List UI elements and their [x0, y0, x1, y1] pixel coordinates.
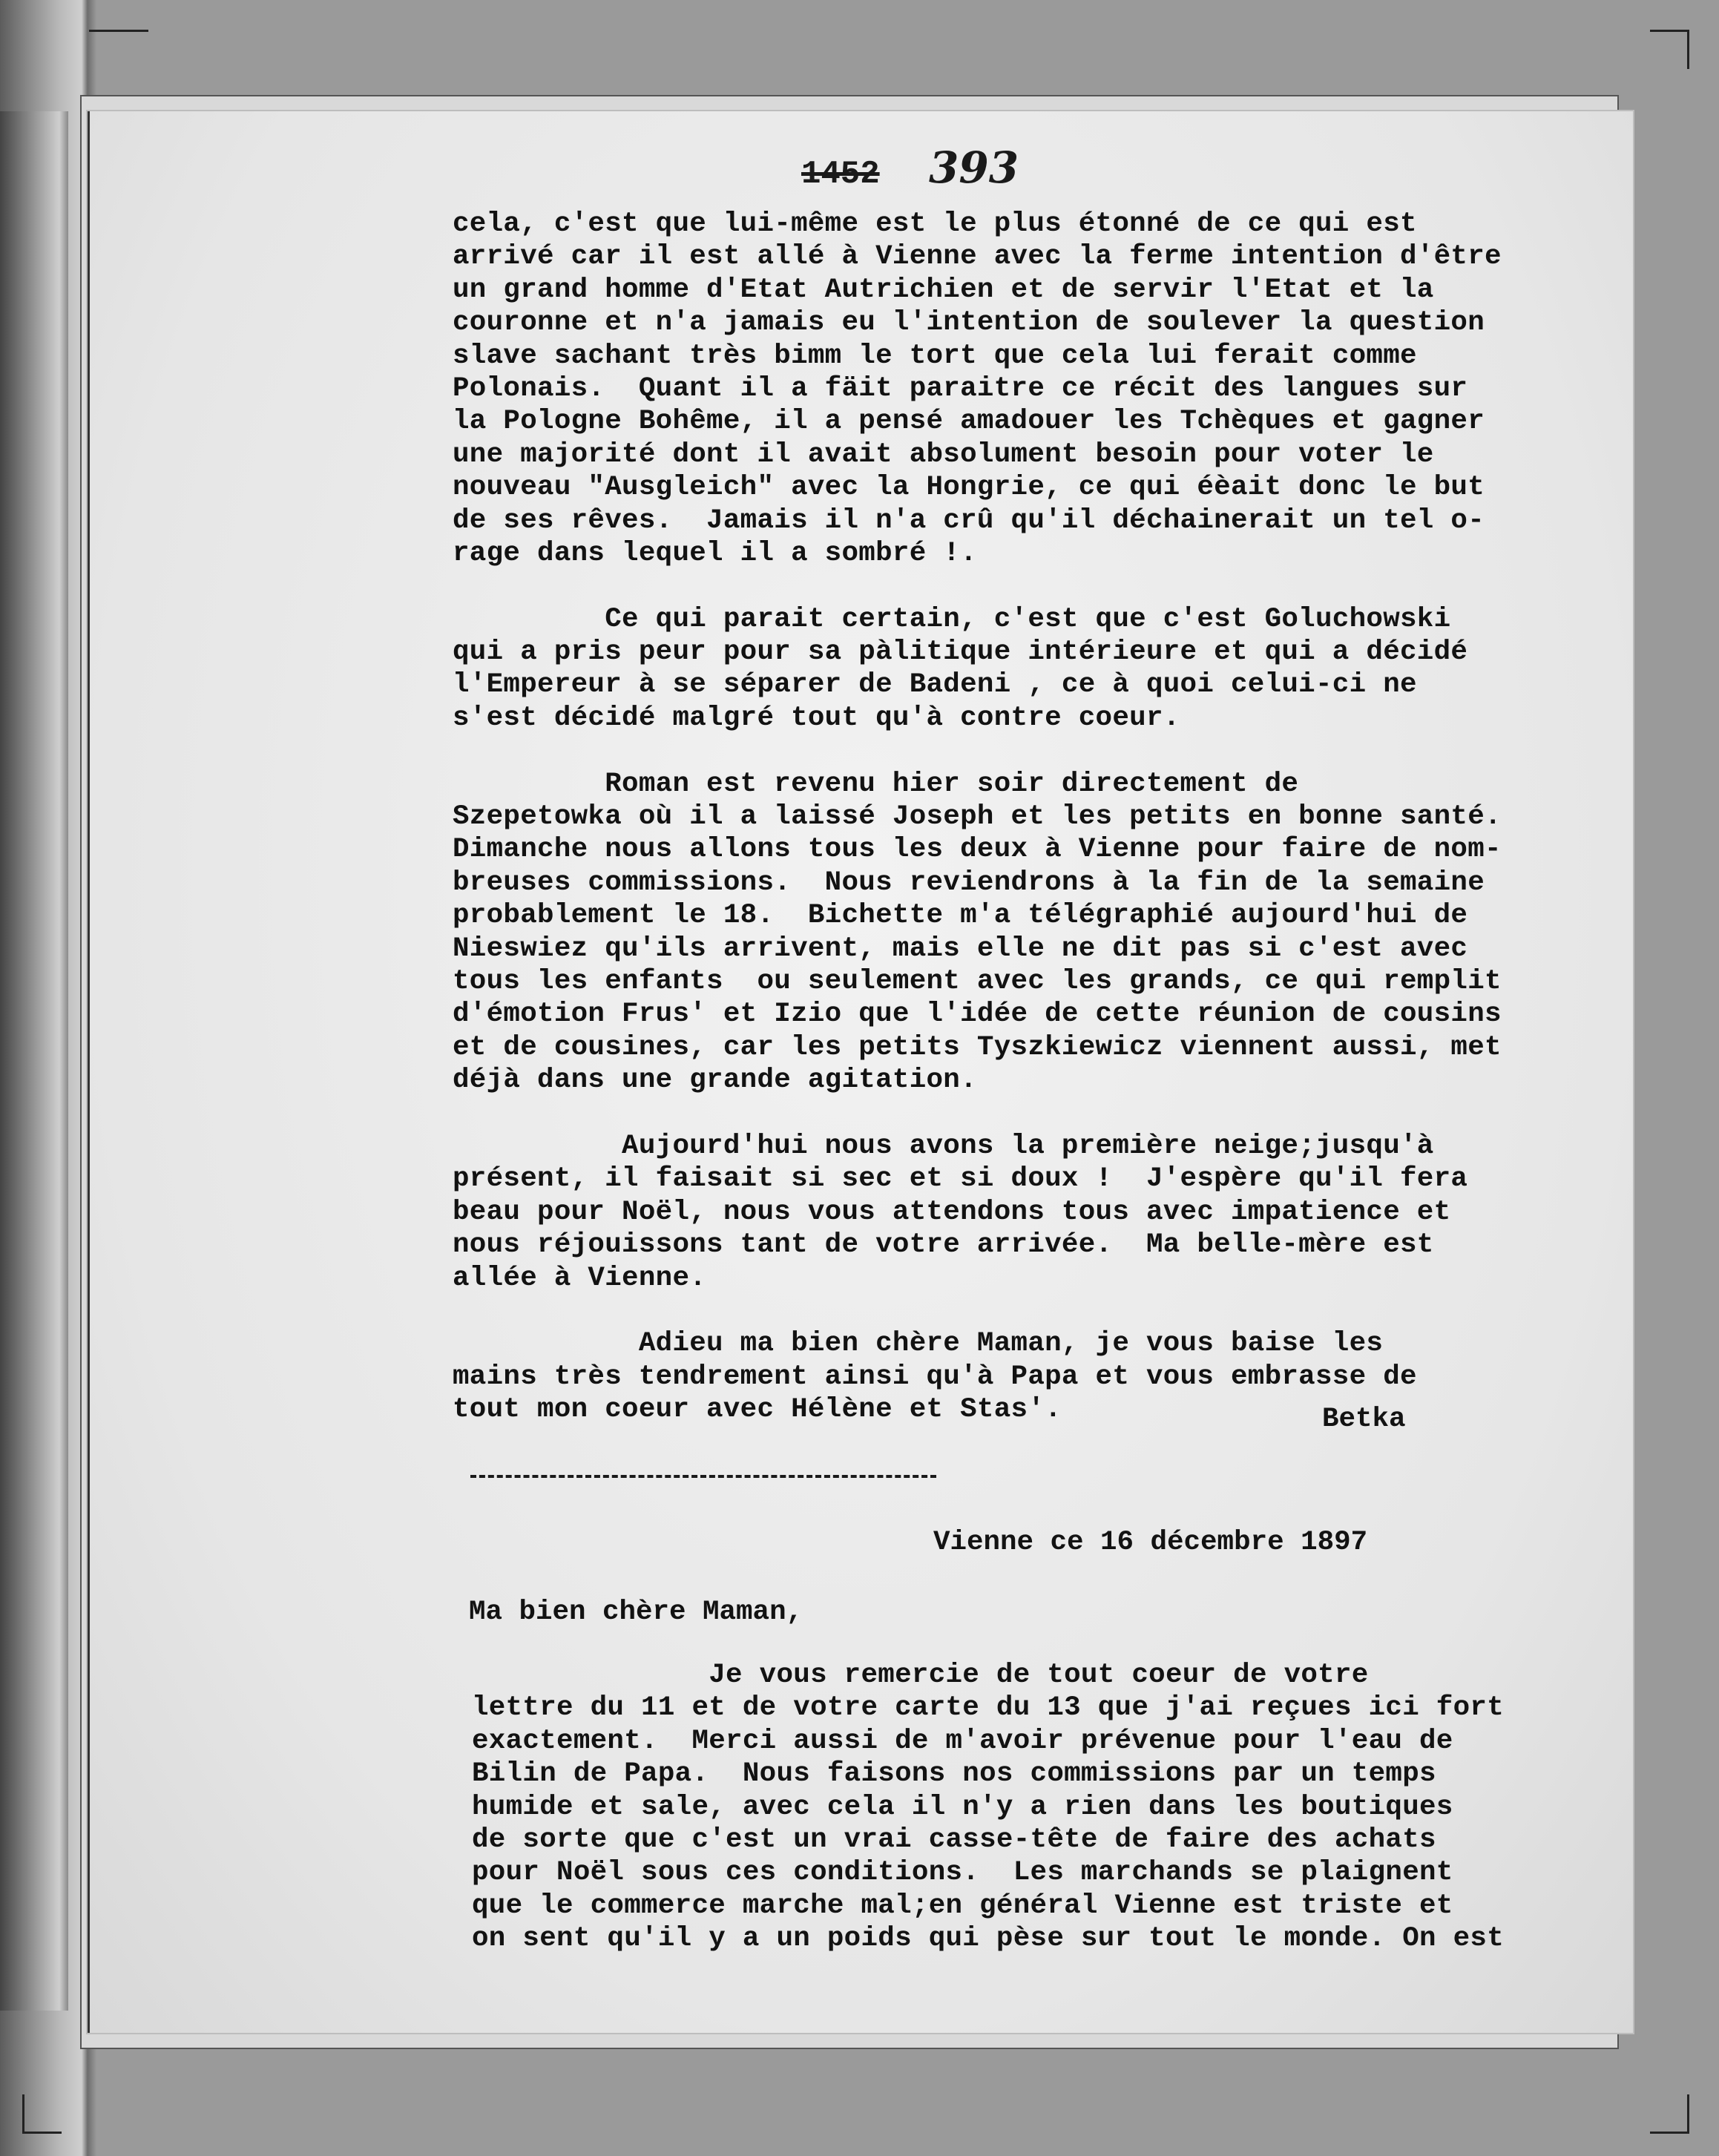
text-line: allée à Vienne.: [453, 1262, 707, 1294]
text-line: breuses commissions. Nous reviendrons à la fin de la semaine: [453, 867, 1485, 898]
text-line: rage dans lequel il a sombré !.: [453, 537, 977, 569]
crop-mark-bottom-left: [22, 2094, 62, 2134]
text-line: Ce qui parait certain, c'est que c'est Goluchowski: [453, 603, 1451, 635]
crop-mark-top-left: [89, 30, 148, 54]
text-line: de sorte que c'est un vrai casse-tête de faire des achats: [472, 1824, 1436, 1856]
paragraph-gap: [453, 734, 1640, 767]
text-line: présent, il faisait si sec et si doux ! J'espère qu'il fera: [453, 1163, 1468, 1195]
letter2-salutation: Ma bien chère Maman,: [469, 1597, 803, 1628]
text-line: que le commerce marche mal;en général Vienne est triste et: [472, 1890, 1453, 1922]
page-number-struck: 1452: [801, 156, 880, 193]
text-line: on sent qu'il y a un poids qui pèse sur tout le monde. On est: [472, 1923, 1505, 1955]
text-line: un grand homme d'Etat Autrichien et de servir l'Etat et la: [453, 274, 1434, 306]
text-line: Dimanche nous allons tous les deux à Vienne pour faire de nom-: [453, 834, 1502, 866]
text-line: humide et sale, avec cela il n'y a rien dans les boutiques: [472, 1791, 1453, 1823]
crop-mark-top-right: [1650, 30, 1689, 69]
text-line: une majorité dont il avait absolument besoin pour voter le: [453, 438, 1434, 470]
letter2-body: [472, 1659, 1659, 1956]
text-line: d'émotion Frus' et Izio que l'idée de cette réunion de cousins: [453, 999, 1502, 1031]
text-line: Aujourd'hui nous avons la première neige;jusqu'à: [453, 1130, 1434, 1162]
text-line: Je vous remercie de tout coeur de votre: [472, 1660, 1369, 1691]
text-line: cela, c'est que lui-même est le plus étonné de ce qui est: [453, 208, 1417, 240]
text-line: pour Noël sous ces conditions. Les marchands se plaignent: [472, 1857, 1453, 1889]
text-line: tous les enfants ou seulement avec les grands, ce qui remplit: [453, 965, 1502, 997]
text-line: Polonais. Quant il a fäit paraitre ce récit des langues sur: [453, 372, 1468, 404]
text-line: nous réjouissons tant de votre arrivée. Ma belle-mère est: [453, 1229, 1434, 1261]
text-line: déjà dans une grande agitation.: [453, 1065, 977, 1097]
text-line: tout mon coeur avec Hélène et Stas'.: [453, 1394, 1062, 1426]
text-line: Adieu ma bien chère Maman, je vous baise les: [453, 1328, 1384, 1360]
page-number: [801, 142, 1246, 193]
text-line: et de cousines, car les petits Tyszkiewicz viennent aussi, met: [453, 1031, 1502, 1063]
crop-mark-bottom-right: [1650, 2094, 1689, 2134]
paragraph-gap: [453, 570, 1640, 602]
text-line: Szepetowka où il a laissé Joseph et les petits en bonne santé.: [453, 801, 1502, 833]
text-line: arrivé car il est allé à Vienne avec la ferme intention d'être: [453, 241, 1502, 273]
letter2-dateline: Vienne ce 16 décembre 1897: [933, 1527, 1368, 1558]
text-line: s'est décidé malgré tout qu'à contre coeur.: [453, 702, 1180, 734]
text-line: l'Empereur à se séparer de Badeni , ce à quoi celui-ci ne: [453, 669, 1417, 701]
paragraph-gap: [453, 1097, 1640, 1130]
letter1-body: [453, 208, 1640, 1426]
text-line: slave sachant très bimm le tort que cela lui ferait comme: [453, 340, 1417, 372]
page-number-handwritten: 393: [929, 142, 1019, 193]
text-line: Nieswiez qu'ils arrivent, mais elle ne dit pas si c'est avec: [453, 933, 1468, 964]
text-line: exactement. Merci aussi de m'avoir prévenue pour l'eau de: [472, 1725, 1453, 1757]
text-line: Roman est revenu hier soir directement de: [453, 768, 1299, 800]
text-line: de ses rêves. Jamais il n'a crû qu'il déchainerait un tel o-: [453, 505, 1485, 536]
text-line: mains très tendrement ainsi qu'à Papa et vous embrasse de: [453, 1361, 1417, 1393]
text-line: probablement le 18. Bichette m'a télégraphié aujourd'hui de: [453, 900, 1468, 932]
binder-strip: [0, 111, 68, 2011]
text-line: Bilin de Papa. Nous faisons nos commissions par un temps: [472, 1758, 1436, 1790]
text-line: qui a pris peur pour sa pàlitique intérieure et qui a décidé: [453, 637, 1468, 668]
signature: Betka: [1322, 1404, 1406, 1435]
text-line: beau pour Noël, nous vous attendons tous avec impatience et: [453, 1196, 1451, 1228]
text-line: nouveau "Ausgleich" avec la Hongrie, ce qui éèait donc le but: [453, 472, 1485, 504]
separator-rule: [470, 1475, 936, 1478]
text-line: lettre du 11 et de votre carte du 13 que j'ai reçues ici fort: [472, 1692, 1505, 1724]
text-line: la Pologne Bohême, il a pensé amadouer les Tchèques et gagner: [453, 406, 1485, 438]
paragraph-gap: [453, 1295, 1640, 1327]
text-line: couronne et n'a jamais eu l'intention de soulever la question: [453, 307, 1485, 339]
